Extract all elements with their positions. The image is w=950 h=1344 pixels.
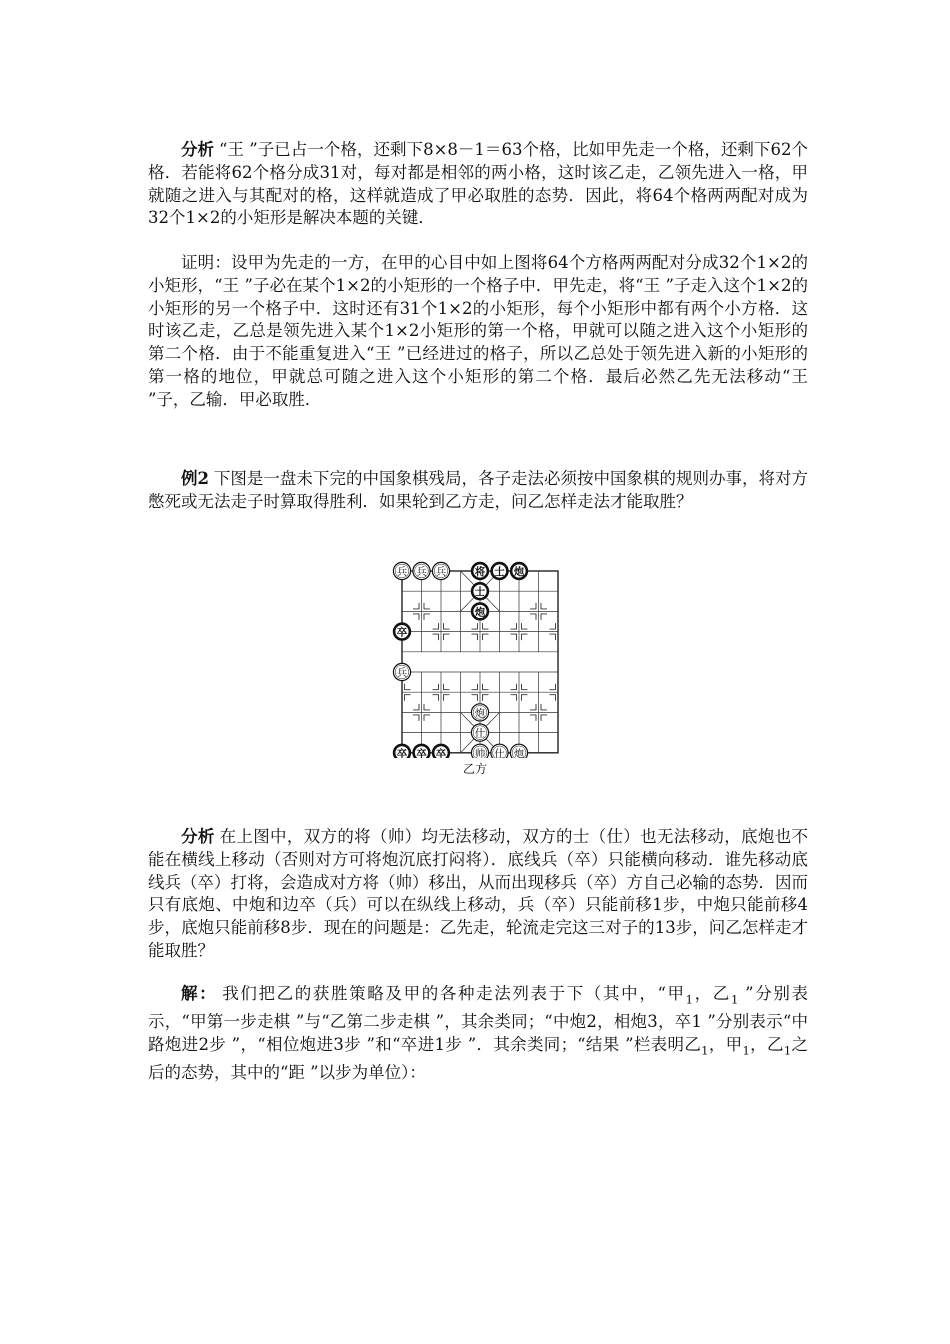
chess-piece-label: 炮 bbox=[474, 707, 486, 720]
chess-piece-label: 卒 bbox=[416, 747, 427, 758]
position-marker bbox=[444, 695, 450, 701]
xiangqi-board bbox=[386, 558, 566, 758]
position-marker bbox=[522, 634, 528, 640]
position-marker bbox=[511, 695, 517, 701]
position-marker bbox=[424, 603, 430, 609]
position-marker bbox=[483, 634, 489, 640]
position-marker bbox=[550, 684, 556, 690]
chess-piece-label: 卒 bbox=[396, 626, 408, 639]
solution-text-10: 之后的态势，其中的“距 ”以步为单位）： bbox=[148, 1034, 809, 1082]
position-marker bbox=[444, 623, 450, 629]
position-marker bbox=[444, 634, 450, 640]
example-2-paragraph bbox=[148, 468, 808, 514]
position-marker bbox=[541, 715, 547, 721]
position-marker bbox=[530, 715, 536, 721]
chess-piece-label: 帅 bbox=[474, 747, 486, 758]
position-marker bbox=[433, 695, 439, 701]
position-marker bbox=[472, 623, 478, 629]
position-marker bbox=[413, 614, 419, 620]
board-caption: 乙方 bbox=[462, 762, 487, 776]
position-marker bbox=[530, 704, 536, 710]
chess-piece-label: 卒 bbox=[396, 747, 408, 758]
position-marker bbox=[433, 684, 439, 690]
position-marker bbox=[483, 684, 489, 690]
chess-piece-label: 兵 bbox=[396, 566, 408, 578]
position-marker bbox=[550, 634, 556, 640]
chess-piece-label: 士 bbox=[474, 586, 486, 599]
solution-text-8: ，乙 bbox=[749, 1034, 784, 1054]
chess-board-figure bbox=[386, 558, 566, 758]
position-marker bbox=[511, 623, 517, 629]
solution-sub-1: 1 bbox=[685, 992, 694, 1007]
position-marker bbox=[530, 614, 536, 620]
position-marker bbox=[433, 634, 439, 640]
chess-piece-label: 兵 bbox=[435, 566, 447, 578]
position-marker bbox=[405, 695, 411, 701]
solution-text-0: 我们把乙的获胜策略及甲的各种走法列表于下（其中，“甲 bbox=[222, 984, 686, 1003]
chess-piece-label: 将 bbox=[474, 566, 486, 578]
position-marker bbox=[433, 623, 439, 629]
solution-sub-3: 1 bbox=[730, 992, 739, 1007]
analysis-label-2: 分析 bbox=[181, 827, 215, 846]
position-marker bbox=[424, 704, 430, 710]
chess-piece-label: 仕 bbox=[474, 727, 486, 740]
chess-piece-label: 兵 bbox=[416, 566, 427, 578]
chess-piece-label: 兵 bbox=[396, 667, 408, 679]
solution-text-2: ，乙 bbox=[693, 984, 731, 1003]
position-marker bbox=[541, 603, 547, 609]
position-marker bbox=[550, 695, 556, 701]
position-marker bbox=[405, 684, 411, 690]
analysis-paragraph-2 bbox=[148, 826, 808, 963]
position-marker bbox=[483, 695, 489, 701]
analysis-text: “王 ”子已占一个格，还剩下8×8－1＝63个格，比如甲先走一个格，还剩下62个格．若能将62个格分成31对，每对都是相邻的两小格，这时该乙走，乙领先进入一格，甲就随之进入与其配对的格，这样就造成了甲必取胜的态势．因此，将64个格两两配对成为32个1×2的小矩形是解决本题的关键． bbox=[148, 140, 809, 228]
position-marker bbox=[472, 684, 478, 690]
position-marker bbox=[522, 684, 528, 690]
position-marker bbox=[530, 603, 536, 609]
solution-paragraph bbox=[148, 983, 808, 1085]
position-marker bbox=[444, 684, 450, 690]
position-marker bbox=[472, 695, 478, 701]
chess-piece-label: 炮 bbox=[513, 566, 525, 578]
analysis-label: 分析 bbox=[181, 140, 215, 159]
solution-text-4: ”分别表示，“甲第一步走棋 ”与“乙第二步走棋 ”，其余类同；“中炮2，相炮3，卒1 ”分别表示“中路炮进2步 ”，“相位炮进3步 ”和“卒进1步 ”．其余类同；“结果 ”栏表明乙 bbox=[148, 984, 809, 1054]
position-marker bbox=[472, 634, 478, 640]
position-marker bbox=[511, 634, 517, 640]
position-marker bbox=[424, 715, 430, 721]
solution-sub-5: 1 bbox=[701, 1043, 709, 1058]
example-label: 例2 bbox=[181, 469, 209, 488]
solution-label: 解： bbox=[181, 984, 218, 1003]
position-marker bbox=[522, 695, 528, 701]
solution-sub-9: 1 bbox=[783, 1043, 792, 1058]
chess-piece-label: 炮 bbox=[513, 747, 525, 758]
position-marker bbox=[413, 603, 419, 609]
proof-paragraph bbox=[148, 252, 808, 412]
position-marker bbox=[522, 623, 528, 629]
analysis-text-2: 在上图中，双方的将（帅）均无法移动，双方的士（仕）也无法移动，底炮也不能在横线上移动（否则对方可将炮沉底打闷将）．底线兵（卒）只能横向移动．谁先移动底线兵（卒）打将，会造成对方将（帅）移出，从而出现移兵（卒）方自己必输的态势．因而只有底炮、中炮和边卒（兵）可以在纵线上移动，兵（卒）只能前移1步，中炮只能前移4步，底炮只能前移8步．现在的问题是：乙先走，轮流走完这三对子的13步，问乙怎样走才能取胜？ bbox=[148, 827, 809, 960]
analysis-paragraph-1 bbox=[148, 139, 808, 230]
position-marker bbox=[483, 623, 489, 629]
position-marker bbox=[511, 684, 517, 690]
chess-piece-label: 卒 bbox=[435, 747, 447, 758]
proof-text: 证明：设甲为先走的一方，在甲的心目中如上图将64个方格两两配对分成32个1×2的小矩形，“王 ”子必在某个1×2的小矩形的一个格子中．甲先走，将“王 ”子走入这个1×2的小矩形的另一个格子中．这时还有31个1×2的小矩形，每个小矩形中都有两个小方格．这时该乙走，乙总是领先进入某个1×2小矩形的第一个格，甲就可以随之进入这个小矩形的第二个格．由于不能重复进入“王 ”已经进过的格子，所以乙总处于领先进入新的小矩形的第一格的地位，甲就总可随之进入这个小矩形的第二个格．最后必然乙先无法移动“王 ”子，乙输．甲必取胜． bbox=[148, 253, 808, 409]
solution-sub-7: 1 bbox=[742, 1043, 750, 1058]
position-marker bbox=[541, 614, 547, 620]
chess-piece-label: 炮 bbox=[474, 606, 486, 619]
position-marker bbox=[413, 715, 419, 721]
chess-piece-label: 士 bbox=[494, 566, 505, 578]
example-text: 下图是一盘未下完的中国象棋残局，各子走法必须按中国象棋的规则办事，将对方憋死或无法走子时算取得胜利．如果轮到乙方走，问乙怎样走法才能取胜？ bbox=[148, 469, 808, 511]
position-marker bbox=[541, 704, 547, 710]
position-marker bbox=[413, 704, 419, 710]
position-marker bbox=[550, 623, 556, 629]
position-marker bbox=[424, 614, 430, 620]
chess-piece-label: 仕 bbox=[494, 747, 505, 758]
solution-text-6: ，甲 bbox=[708, 1034, 743, 1054]
